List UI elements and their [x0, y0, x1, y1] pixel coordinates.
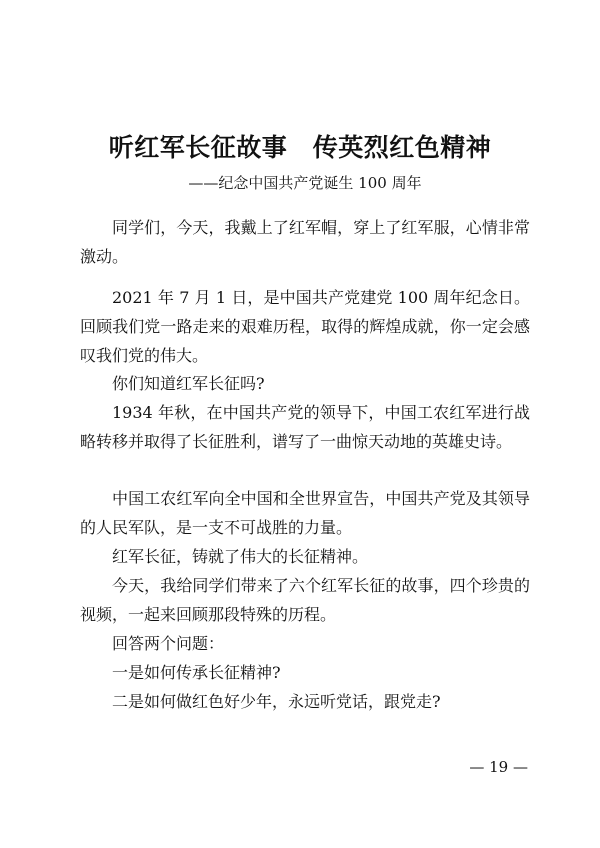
paragraph-greeting: 同学们，今天，我戴上了红军帽，穿上了红军服，心情非常激动。	[80, 218, 530, 266]
paragraph-stories: 今天，我给同学们带来了六个红军长征的故事，四个珍贵的视频，一起来回顾那段特殊的历程。	[80, 576, 530, 624]
paragraph-questions-intro: 回答两个问题：	[112, 634, 225, 653]
page-subtitle: ——纪念中国共产党诞生 100 周年	[188, 174, 422, 192]
paragraph-long-march: 1934 年秋，在中国共产党的领导下，中国工农红军进行战略转移并取得了长征胜利，谱写了一曲惊天动地的英雄史诗。	[80, 403, 530, 451]
page-title: 听红军长征故事 传英烈红色精神	[108, 133, 492, 162]
paragraph-spirit: 红军长征，铸就了伟大的长征精神。	[112, 547, 369, 566]
paragraph-anniversary: 2021 年 7 月 1 日，是中国共产党建党 100 周年纪念日。回顾我们党一路走来的艰难历程，取得的辉煌成就，你一定会感叹我们党的伟大。	[80, 288, 530, 365]
paragraph-question: 你们知道红军长征吗?	[112, 374, 265, 393]
paragraph-question-one: 一是如何传承长征精神?	[112, 663, 281, 682]
paragraph-red-army: 中国工农红军向全中国和全世界宣告，中国共产党及其领导的人民军队，是一支不可战胜的力量。	[80, 489, 530, 537]
page-number: — 19 —	[469, 758, 528, 776]
paragraph-question-two: 二是如何做红色好少年，永远听党话，跟党走?	[112, 692, 441, 711]
